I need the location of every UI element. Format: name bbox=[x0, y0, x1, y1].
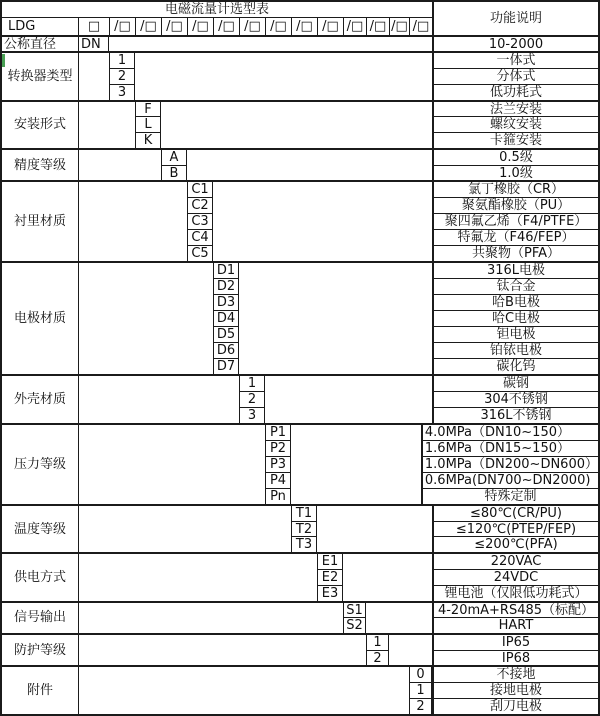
function-cell: 特殊定制 bbox=[423, 488, 598, 504]
function-cell: 锂电池（仅限低功耗式） bbox=[434, 585, 598, 601]
code-cell: C4 bbox=[188, 229, 212, 245]
table-header bbox=[2, 2, 598, 35]
function-cell: 1.0MPa（DN200~DN600） bbox=[424, 456, 598, 472]
model-code-row bbox=[2, 18, 432, 35]
code-cell: D3 bbox=[214, 294, 238, 310]
model-code-box: □ bbox=[87, 19, 101, 34]
function-cell: 4-20mA+RS485（标配） bbox=[437, 602, 595, 618]
code-cell: C5 bbox=[188, 245, 212, 261]
category-label: 温度等级 bbox=[2, 506, 79, 553]
code-cell: 1 bbox=[410, 682, 431, 698]
function-cell: HART bbox=[434, 617, 598, 633]
filler bbox=[79, 667, 409, 714]
model-code-slot: /□ bbox=[239, 18, 265, 35]
function-cell: 共聚物（PFA） bbox=[434, 245, 598, 261]
filler bbox=[213, 182, 432, 261]
function-cell: 聚氨酯橡胶（PU） bbox=[434, 197, 598, 213]
code-cell: C1 bbox=[191, 182, 209, 198]
filler bbox=[187, 150, 432, 180]
code-cell: 2 bbox=[240, 391, 264, 407]
code-cell: D4 bbox=[214, 310, 238, 326]
model-code-slot: /□ bbox=[343, 18, 366, 35]
filler bbox=[317, 506, 432, 553]
screenshot-artifact bbox=[2, 54, 5, 67]
function-cell: 1.6MPa（DN15~150） bbox=[423, 440, 598, 456]
category-label: 电极材质 bbox=[2, 263, 79, 374]
code-cell: 2 bbox=[410, 698, 431, 714]
filler bbox=[79, 102, 135, 149]
function-cell: 220VAC bbox=[490, 554, 542, 570]
filler bbox=[79, 554, 317, 601]
filler bbox=[79, 263, 213, 374]
category-label: 公称直径 bbox=[2, 37, 79, 51]
code-cell: 3 bbox=[110, 84, 134, 100]
block-protection-rating bbox=[2, 633, 598, 665]
function-cell: 哈C电极 bbox=[434, 310, 598, 326]
block-temperature-rating bbox=[2, 504, 598, 553]
function-cell: 10-2000 bbox=[488, 36, 544, 52]
code-cell: S2 bbox=[344, 617, 365, 633]
block-accessories bbox=[2, 665, 598, 714]
code-cell: P1 bbox=[269, 424, 287, 440]
category-label: 信号输出 bbox=[2, 603, 79, 633]
function-cell: 碳化钨 bbox=[434, 358, 598, 374]
code-cell: B bbox=[162, 165, 186, 181]
filler bbox=[79, 150, 161, 180]
function-cell: 钛合金 bbox=[434, 278, 598, 294]
function-cell: ≤120℃(PTEP/FEP) bbox=[434, 521, 598, 537]
code-cell: P4 bbox=[266, 472, 290, 488]
code-cell: T2 bbox=[292, 521, 316, 537]
row-nominal-diameter bbox=[2, 35, 598, 51]
category-label: 安装形式 bbox=[2, 102, 79, 149]
filler bbox=[389, 635, 432, 665]
model-code-slot: /□ bbox=[213, 18, 239, 35]
category-label: 精度等级 bbox=[2, 150, 79, 180]
code-cell: S1 bbox=[346, 602, 363, 618]
function-cell: 哈B电极 bbox=[434, 294, 598, 310]
function-cell: 分体式 bbox=[434, 68, 598, 84]
filler bbox=[79, 425, 265, 504]
code-cell: P3 bbox=[266, 456, 290, 472]
function-column-header: 功能说明 bbox=[432, 2, 598, 35]
code-cell: A bbox=[169, 149, 179, 165]
filler bbox=[79, 53, 109, 100]
function-cell: 法兰安装 bbox=[489, 101, 542, 117]
block-electrode-material bbox=[2, 261, 598, 374]
block-signal-output bbox=[2, 601, 598, 633]
model-code-slot: /□ bbox=[317, 18, 343, 35]
code-cell: 1 bbox=[373, 634, 382, 650]
code-cell: DN bbox=[81, 36, 101, 52]
code-cell: 1 bbox=[247, 376, 257, 392]
code-cell: E1 bbox=[321, 554, 339, 570]
function-cell: 316L不锈钢 bbox=[434, 407, 598, 423]
function-cell: 刮刀电极 bbox=[434, 698, 598, 714]
function-cell: 钽电极 bbox=[434, 326, 598, 342]
function-cell: 不接地 bbox=[496, 667, 536, 683]
function-cell: 4.0MPa（DN10~150） bbox=[424, 424, 570, 440]
filler bbox=[161, 102, 432, 149]
filler bbox=[239, 263, 432, 374]
function-cell: IP65 bbox=[501, 634, 531, 650]
category-label: 外壳材质 bbox=[2, 376, 79, 423]
category-label: 压力等级 bbox=[2, 425, 79, 504]
table-title: 电磁流量计选型表 bbox=[2, 2, 432, 18]
function-cell: 铂铱电极 bbox=[434, 342, 598, 358]
block-accuracy bbox=[2, 148, 598, 180]
code-cell: D5 bbox=[214, 326, 238, 342]
code-cell: C3 bbox=[188, 213, 212, 229]
code-cell: T1 bbox=[295, 505, 313, 521]
filler bbox=[79, 182, 187, 261]
function-cell: IP68 bbox=[434, 650, 598, 666]
function-cell: 低功耗式 bbox=[434, 84, 598, 100]
model-code-slot: /□ bbox=[135, 18, 161, 35]
block-converter-type bbox=[2, 51, 598, 100]
filler bbox=[265, 376, 432, 423]
filler bbox=[79, 603, 343, 633]
category-label: 衬里材质 bbox=[2, 182, 79, 261]
function-cell: ≤200℃(PFA) bbox=[434, 536, 598, 552]
filler bbox=[79, 376, 239, 423]
filler bbox=[291, 425, 421, 504]
model-code-slot: /□ bbox=[161, 18, 187, 35]
category-label: 转换器类型 bbox=[2, 53, 79, 100]
code-cell: E3 bbox=[318, 585, 342, 601]
filler bbox=[109, 37, 432, 51]
function-cell: 接地电极 bbox=[434, 682, 598, 698]
code-cell: 3 bbox=[240, 407, 264, 423]
code-cell: D6 bbox=[214, 342, 238, 358]
model-code-slot: /□ bbox=[187, 18, 213, 35]
code-cell: 1 bbox=[117, 53, 127, 69]
code-cell: L bbox=[136, 116, 160, 132]
model-prefix: LDG bbox=[2, 18, 79, 35]
filler bbox=[366, 603, 432, 633]
category-label: 防护等级 bbox=[2, 635, 79, 665]
function-cell: 316L电极 bbox=[486, 263, 546, 279]
code-cell: 0 bbox=[416, 667, 425, 683]
block-power-supply bbox=[2, 552, 598, 601]
block-housing-material bbox=[2, 374, 598, 423]
function-cell: 卡箍安装 bbox=[434, 132, 598, 148]
code-cell: C2 bbox=[188, 197, 212, 213]
function-cell: 碳钢 bbox=[502, 376, 529, 392]
filler bbox=[135, 53, 432, 100]
code-cell: Pn bbox=[266, 488, 290, 504]
code-cell: 2 bbox=[367, 650, 388, 666]
block-liner-material bbox=[2, 180, 598, 261]
function-cell: 1.0级 bbox=[434, 165, 598, 181]
function-cell: 一体式 bbox=[496, 53, 536, 69]
model-code-slot: /□ bbox=[265, 18, 291, 35]
function-cell: 24VDC bbox=[434, 569, 598, 585]
code-cell: D2 bbox=[214, 278, 238, 294]
function-cell: 螺纹安装 bbox=[434, 116, 598, 132]
code-cell: P2 bbox=[266, 440, 290, 456]
code-cell: E2 bbox=[318, 569, 342, 585]
function-cell: ≤80℃(CR/PU) bbox=[469, 505, 563, 521]
code-cell: D7 bbox=[214, 358, 238, 374]
code-cell: D1 bbox=[216, 263, 236, 279]
model-code-slot: /□ bbox=[389, 18, 409, 35]
code-cell: K bbox=[136, 132, 160, 148]
model-code-slot: /□ bbox=[409, 18, 432, 35]
code-cell: 2 bbox=[110, 68, 134, 84]
model-code-slot: /□ bbox=[291, 18, 317, 35]
block-install-type bbox=[2, 100, 598, 149]
code-cell: F bbox=[144, 101, 152, 117]
function-cell: 聚四氟乙烯（F4/PTFE） bbox=[434, 213, 598, 229]
model-code-slot: /□ bbox=[109, 18, 135, 35]
filler bbox=[79, 506, 291, 553]
code-cell: T3 bbox=[292, 536, 316, 552]
function-cell: 0.6MPa(DN700~DN2000) bbox=[423, 472, 598, 488]
function-cell: 304不锈钢 bbox=[434, 391, 598, 407]
function-cell: 氯丁橡胶（CR） bbox=[467, 182, 565, 198]
category-label: 附件 bbox=[2, 667, 79, 714]
filler bbox=[343, 554, 432, 601]
function-cell: 特氟龙（F46/FEP） bbox=[434, 229, 598, 245]
block-pressure-rating bbox=[2, 423, 598, 504]
category-label: 供电方式 bbox=[2, 554, 79, 601]
filler bbox=[79, 635, 366, 665]
model-code-slot: /□ bbox=[366, 18, 389, 35]
header-left bbox=[2, 2, 432, 35]
function-cell: 0.5级 bbox=[499, 149, 533, 165]
